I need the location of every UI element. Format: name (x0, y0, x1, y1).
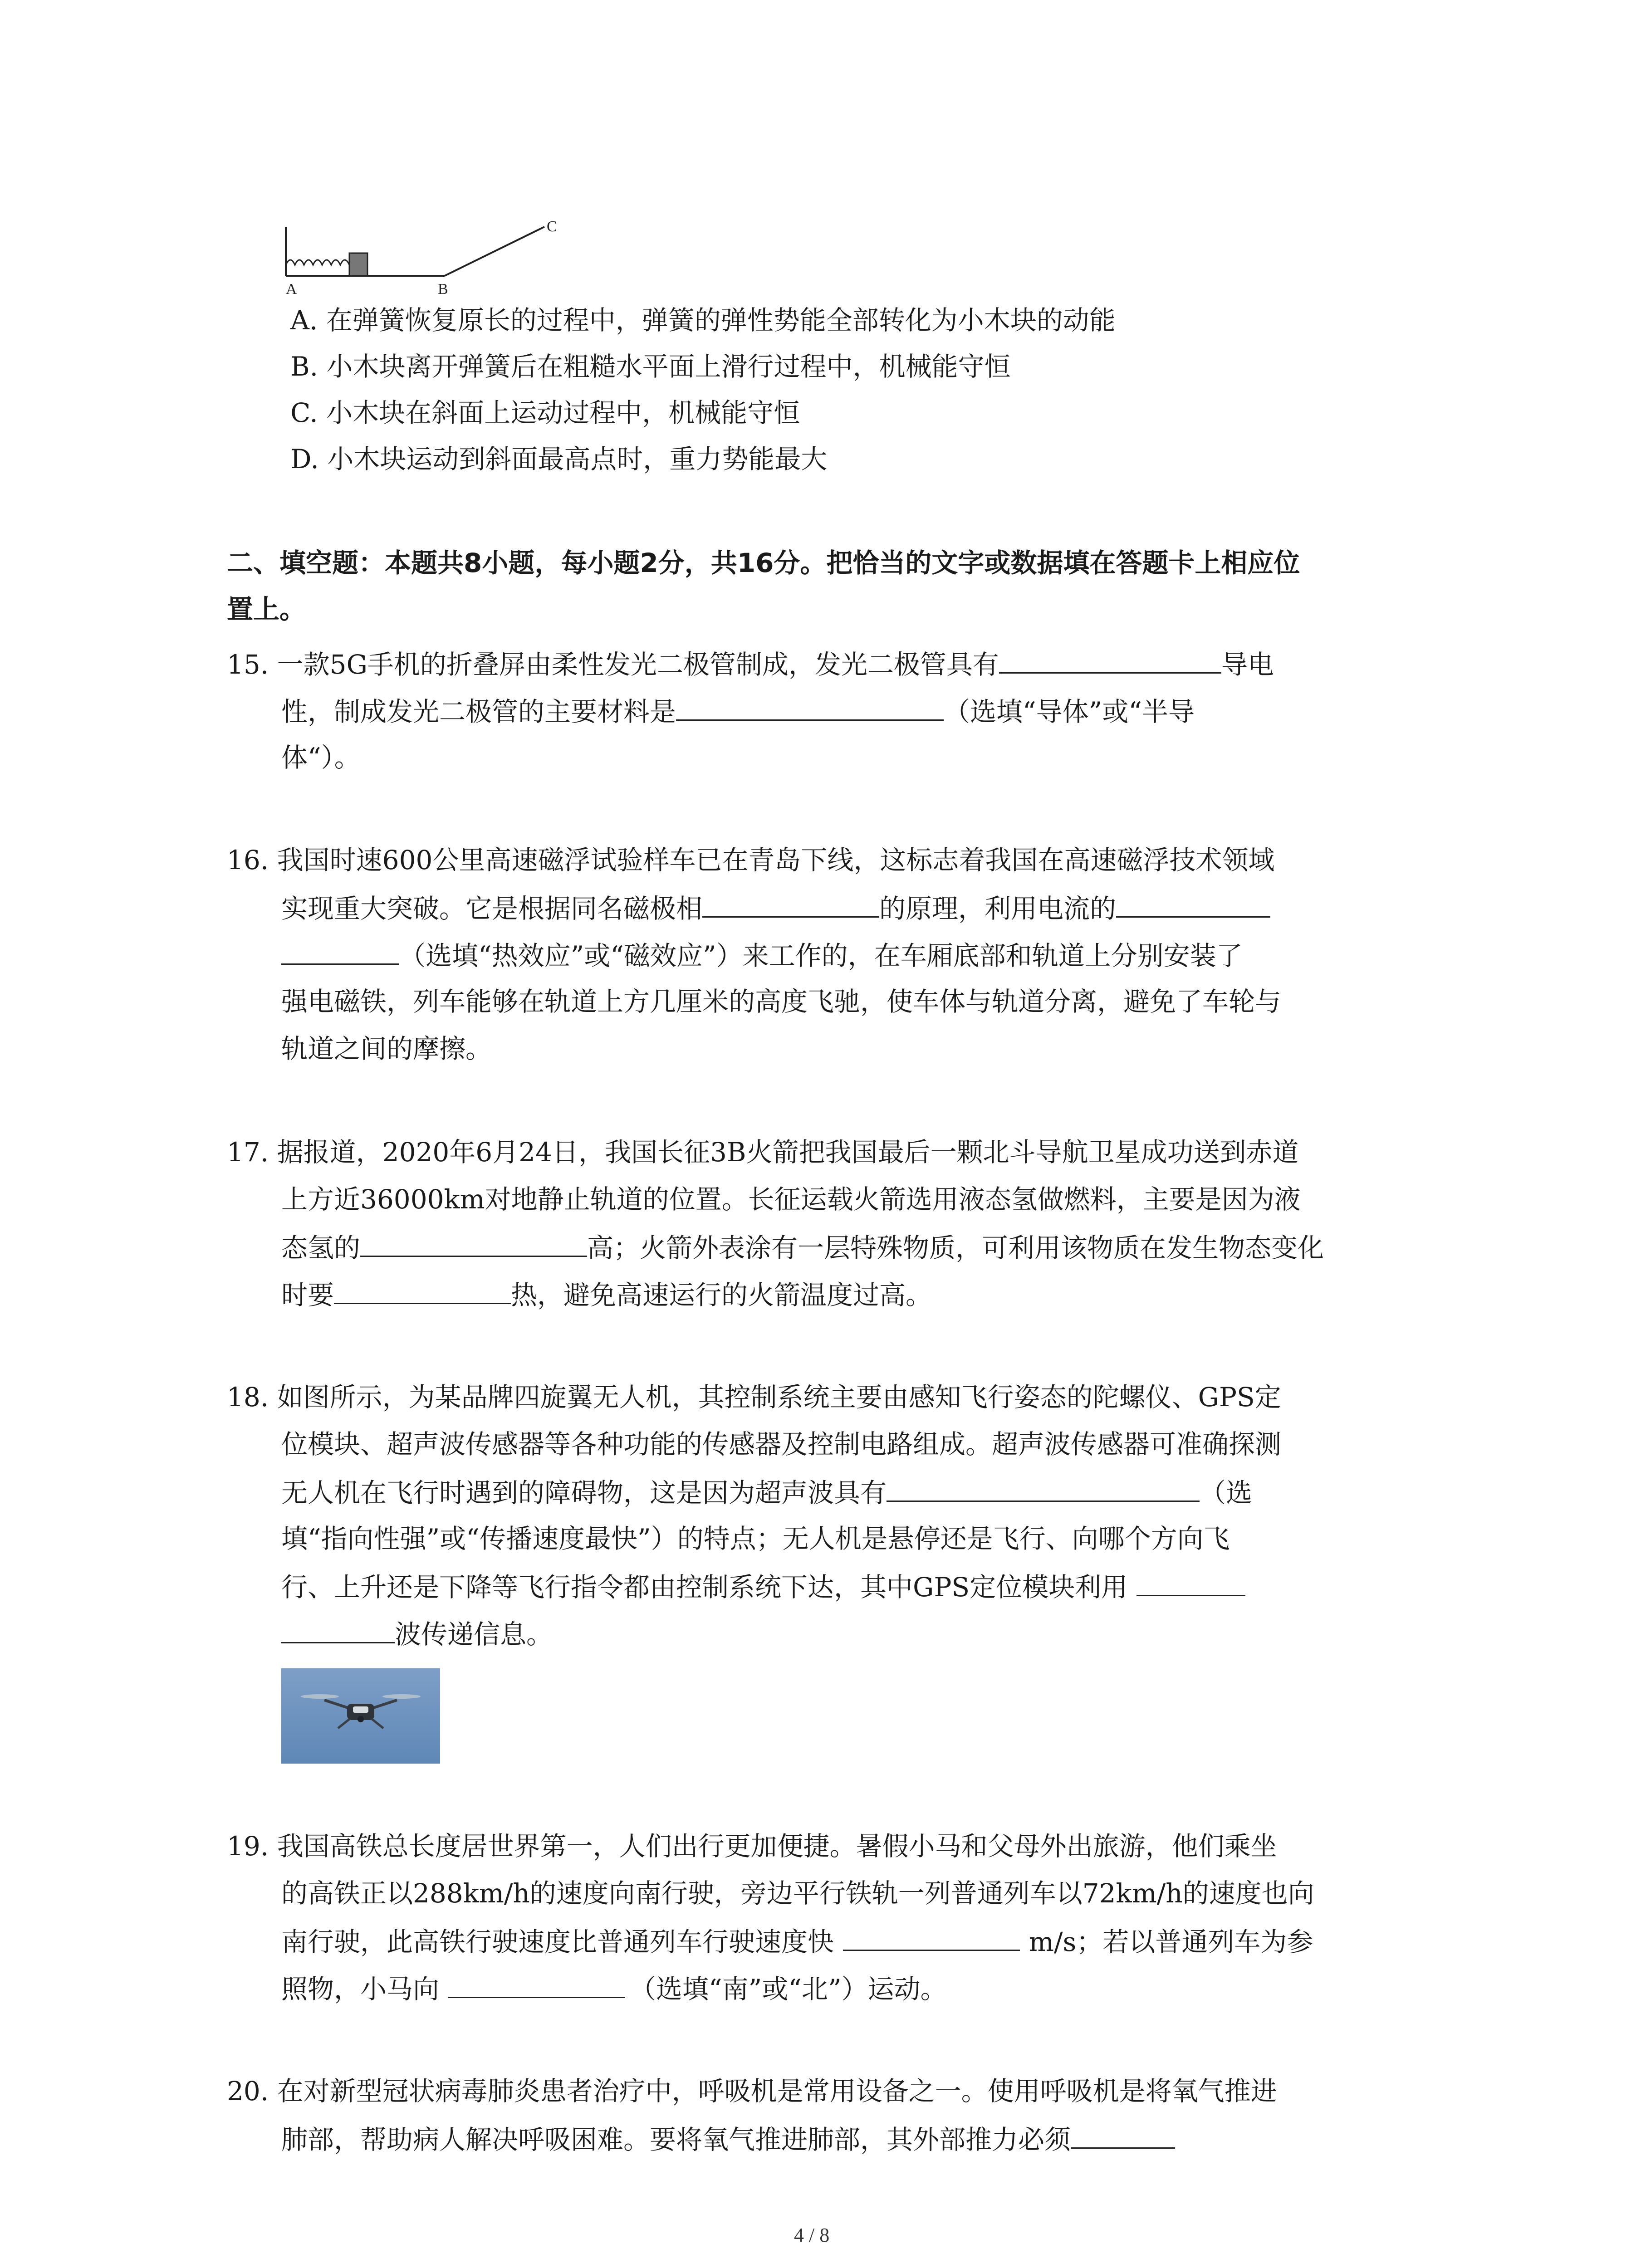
q18-blank-1[interactable] (887, 1475, 1200, 1502)
q20-text-2: 肺部，帮助病人解决呼吸困难。要将氧气推进肺部，其外部推力必须 (281, 2124, 1071, 2155)
q18-text-6: 波传递信息。 (395, 1619, 553, 1650)
label-b: B (438, 281, 448, 298)
q19-line1: 19. 我国高铁总长度居世界第一，人们出行更加便捷。暑假小马和父母外出旅游，他们乘坐 (227, 1831, 1277, 1862)
q18-line2: 位模块、超声波传感器等各种功能的传感器及控制电路组成。超声波传感器可准确探测 (281, 1429, 1282, 1460)
q18-blank-2b[interactable] (281, 1617, 395, 1643)
option-d: D. 小木块运动到斜面最高点时，重力势能最大 (290, 444, 828, 474)
section-heading-line2: 置上。 (227, 594, 306, 625)
q15-line3: 体“）。 (281, 742, 361, 773)
section-heading-line1: 二、填空题：本题共8小题，每小题2分，共16分。把恰当的文字或数据填在答题卡上相应位 (227, 547, 1300, 578)
q19-text-3a: 南行驶，此高铁行驶速度比普通列车行驶速度快 (281, 1926, 834, 1957)
page-number: 4 / 8 (794, 2224, 830, 2246)
q17-text-4a: 时要 (281, 1280, 334, 1310)
q17-blank-2[interactable] (334, 1277, 511, 1304)
q17-text-3a: 态氢的 (281, 1232, 361, 1263)
q19-text-3b: m/s；若以普通列车为参 (1029, 1926, 1313, 1957)
q17-line3 (281, 1230, 1324, 1264)
q20-line1: 20. 在对新型冠状病毒肺炎患者治疗中，呼吸机是常用设备之一。使用呼吸机是将氧气推进 (227, 2076, 1277, 2107)
q17-line1: 17. 据报道，2020年6月24日，我国长征3B火箭把我国最后一颗北斗导航卫星成功送到赤道 (227, 1137, 1299, 1168)
option-b: B. 小木块离开弹簧后在粗糙水平面上滑行过程中，机械能守恒 (290, 351, 1011, 382)
q16-text-3: （选填“热效应”或“磁效应”）来工作的，在车厢底部和轨道上分别安装了 (399, 940, 1243, 971)
q15-blank-2[interactable] (676, 694, 944, 721)
q19-line4 (281, 1971, 947, 2005)
q18-line4: 填“指向性强”或“传播速度最快”）的特点；无人机是悬停还是飞行、向哪个方向飞 (281, 1523, 1230, 1554)
spring-incline-figure (277, 218, 594, 299)
q17-blank-1[interactable] (360, 1230, 587, 1257)
q16-text-2b: 的原理，利用电流的 (879, 893, 1117, 924)
q16-blank-1[interactable] (702, 891, 879, 918)
q16-line4: 强电磁铁，列车能够在轨道上方几厘米的高度飞驰，使车体与轨道分离，避免了车轮与 (281, 986, 1282, 1017)
q20-blank-1[interactable] (1071, 2122, 1175, 2149)
q19-text-4a: 照物，小马向 (281, 1974, 440, 2004)
label-a: A (286, 281, 297, 298)
q19-line2: 的高铁正以288km/h的速度向南行驶，旁边平行铁轨一列普通列车以72km/h的速度也向 (281, 1878, 1314, 1909)
q18-text-3b: （选 (1200, 1477, 1253, 1508)
q18-line5 (281, 1569, 1245, 1603)
q16-text-2a: 实现重大突破。它是根据同名磁极相 (281, 893, 703, 924)
q15-blank-1[interactable] (999, 647, 1221, 674)
q15-text-2b: （选填“导体”或“半导 (944, 696, 1195, 727)
q18-line6 (281, 1617, 553, 1651)
q18-line3 (281, 1475, 1252, 1509)
q18-line1: 18. 如图所示，为某品牌四旋翼无人机，其控制系统主要由感知飞行姿态的陀螺仪、GPS定 (227, 1382, 1281, 1413)
q16-line1: 16. 我国时速600公里高速磁浮试验样车已在青岛下线，这标志着我国在高速磁浮技术领域 (227, 845, 1275, 875)
label-c: C (547, 218, 557, 235)
q17-line4 (281, 1277, 932, 1311)
q17-text-3b: 高；火箭外表涂有一层特殊物质，可利用该物质在发生物态变化 (587, 1232, 1324, 1263)
q19-blank-1[interactable] (843, 1924, 1020, 1951)
q19-blank-2[interactable] (448, 1971, 625, 1998)
q16-line2 (281, 891, 1270, 925)
q15-text-1a: 15. 一款5G手机的折叠屏由柔性发光二极管制成，发光二极管具有 (227, 649, 999, 680)
q15-line2 (281, 694, 1195, 728)
q16-line3 (281, 938, 1243, 972)
q16-blank-2b[interactable] (281, 938, 399, 965)
q19-text-4b: （选填“南”或“北”）运动。 (630, 1974, 947, 2004)
q18-blank-2a[interactable] (1136, 1569, 1245, 1596)
q17-text-4b: 热，避免高速运行的火箭温度过高。 (511, 1280, 932, 1310)
q17-line2: 上方近36000km对地静止轨道的位置。长征运载火箭选用液态氢做燃料，主要是因为液 (281, 1184, 1301, 1215)
q15-text-2a: 性，制成发光二极管的主要材料是 (281, 696, 676, 727)
q15-line1 (227, 647, 1274, 681)
q20-line2 (281, 2122, 1175, 2156)
q15-text-1b: 导电 (1221, 649, 1274, 680)
q19-line3 (281, 1924, 1313, 1958)
q18-text-3a: 无人机在飞行时遇到的障碍物，这是因为超声波具有 (281, 1477, 887, 1508)
option-a: A. 在弹簧恢复原长的过程中，弹簧的弹性势能全部转化为小木块的动能 (290, 305, 1116, 336)
drone-photo (281, 1668, 440, 1764)
q16-line5: 轨道之间的摩擦。 (281, 1033, 492, 1064)
q16-blank-2a[interactable] (1116, 891, 1270, 918)
option-c: C. 小木块在斜面上运动过程中，机械能守恒 (290, 397, 800, 428)
q18-text-5: 行、上升还是下降等飞行指令都由控制系统下达，其中GPS定位模块利用 (281, 1572, 1128, 1603)
